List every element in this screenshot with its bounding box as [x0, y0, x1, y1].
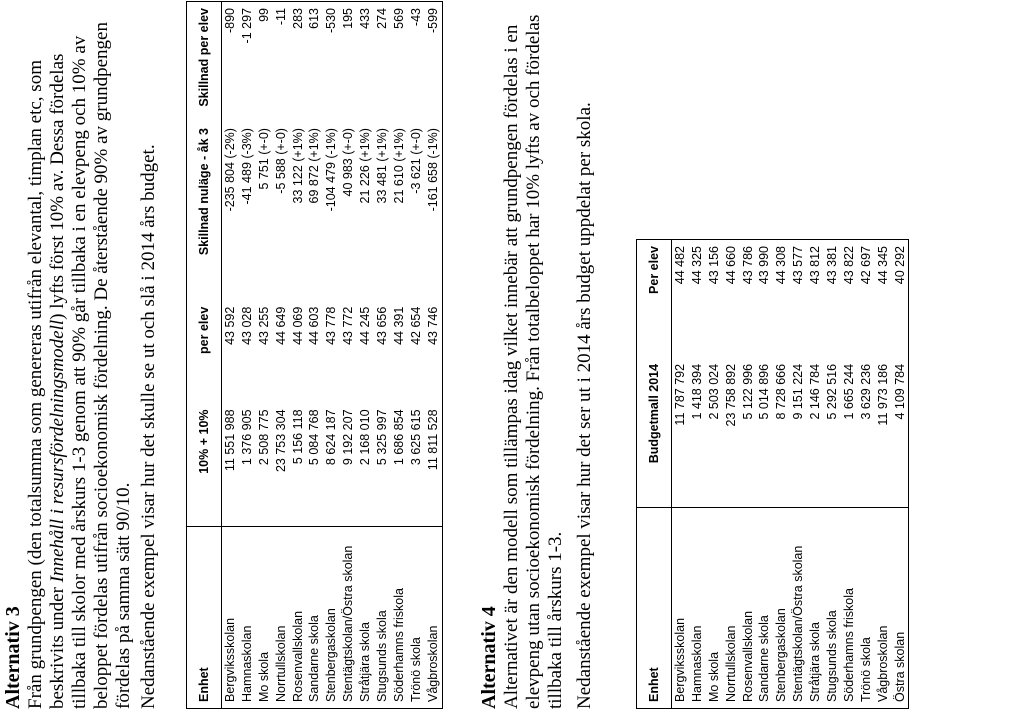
alt3-heading: Alternativ 3 — [2, 606, 24, 709]
table-header-row — [637, 240, 672, 709]
value-cell: 23 753 304 — [273, 403, 290, 526]
table-row — [340, 2, 357, 709]
table-row — [756, 240, 773, 709]
value-cell: 40 983 (+-0) — [341, 128, 356, 197]
value-cell: 5 325 997 — [374, 403, 391, 526]
value-cell: 11 973 186 — [875, 358, 892, 508]
value-cell: 21 226 (+1%) — [358, 128, 373, 204]
value-cell: 43 592 — [222, 306, 237, 345]
value-cell: -11 — [273, 8, 288, 26]
value-cell: 1 686 854 — [391, 403, 408, 526]
table-row — [256, 2, 273, 709]
value-cell: 69 872 (+1%) — [307, 128, 322, 204]
school-name-cell: Hamnaskolan — [239, 625, 254, 702]
value-cell: 2 503 024 — [706, 358, 723, 508]
value-cell: -5 588 (+-0) — [273, 128, 288, 194]
alt3-para-text-a: Från grundpengen (den totalsumma som genereras utifrån elevantal, timplan etc, som beskrivits under — [25, 60, 68, 709]
value-cell: 44 345 — [875, 246, 890, 285]
column-header: Enhet — [187, 526, 222, 708]
value-cell: 5 014 896 — [756, 358, 773, 508]
value-cell: 3 629 236 — [858, 358, 875, 508]
table-row — [892, 240, 909, 709]
value-cell: 44 391 — [391, 306, 406, 345]
alt4-heading: Alternativ 4 — [478, 606, 500, 709]
value-cell: 43 577 — [791, 246, 806, 285]
value-cell: -104 479 (-1%) — [324, 128, 339, 212]
school-name-cell: Rosenvallskolan — [290, 610, 305, 702]
value-cell: 33 481 (+1%) — [374, 128, 389, 204]
school-name-cell: Söderhamns friskola — [391, 588, 406, 702]
school-name-cell: Sandarne skola — [307, 615, 322, 702]
value-cell: 11 551 988 — [222, 403, 239, 526]
table-row — [323, 2, 340, 709]
alt3-paragraph — [25, 0, 135, 709]
value-cell: 433 — [358, 8, 373, 29]
value-cell: 195 — [341, 8, 356, 29]
value-cell: 2 168 010 — [357, 403, 374, 526]
value-cell: 11 787 792 — [672, 358, 689, 508]
alt4-example-text: Nedanstående exempel visar hur det ser ut i 2014 års budget uppdelat per skola. — [574, 102, 595, 709]
school-name-cell: Stugsunds skola — [374, 610, 389, 702]
column-header: 10% + 10% — [187, 403, 222, 526]
school-name-cell: Mo skola — [256, 651, 271, 702]
value-cell: -890 — [222, 8, 237, 34]
table-row — [273, 2, 290, 709]
table-row — [408, 2, 425, 709]
school-name-cell: Östra skolan — [892, 631, 907, 702]
value-cell: 1 665 244 — [841, 358, 858, 508]
value-cell: 43 746 — [425, 306, 440, 345]
table-row — [222, 2, 239, 709]
value-cell: 44 308 — [774, 246, 789, 285]
value-cell: 43 778 — [324, 306, 339, 345]
value-cell: -1 297 — [239, 8, 254, 44]
value-cell: 5 292 516 — [824, 358, 841, 508]
value-cell: 9 151 224 — [790, 358, 807, 508]
value-cell: 43 772 — [341, 306, 356, 345]
value-cell: 42 654 — [408, 306, 423, 345]
value-cell: 43 156 — [706, 246, 721, 285]
school-name-cell: Stentägtskolan/Östra skolan — [791, 545, 806, 702]
value-cell: 44 603 — [307, 306, 322, 345]
table-row — [875, 240, 892, 709]
column-header: Budgetmall 2014 — [637, 358, 672, 508]
value-cell: 5 122 996 — [740, 358, 757, 508]
alt4-paragraph: Alternativet är den modell som tillämpas idag vilket innebär att grundpengen fördelas i en elevpeng utan socioekonomisk fördelning. Från totalbeloppet har 10% lyfts av och fördelas tillbaka till årskurs 1-3. — [501, 14, 566, 709]
table-row — [773, 240, 790, 709]
school-name-cell: Stråtjära skola — [808, 622, 823, 702]
school-name-cell: Vågbroskolan — [875, 625, 890, 702]
value-cell: -530 — [324, 8, 339, 34]
table-row — [290, 2, 307, 709]
table-row — [841, 240, 858, 709]
value-cell: 1 376 905 — [239, 403, 256, 526]
table-row — [357, 2, 374, 709]
value-cell: 44 482 — [672, 246, 687, 285]
table-row — [706, 240, 723, 709]
school-name-cell: Bergviksskolan — [672, 617, 687, 702]
value-cell: 5 084 768 — [306, 403, 323, 526]
value-cell: 42 697 — [858, 246, 873, 285]
value-cell: -599 — [425, 8, 440, 34]
school-name-cell: Sandarne skola — [757, 615, 772, 702]
value-cell: 43 786 — [740, 246, 755, 285]
value-cell: 283 — [290, 8, 305, 29]
value-cell: 9 192 207 — [340, 403, 357, 526]
table-row — [374, 2, 391, 709]
value-cell: 1 418 394 — [689, 358, 706, 508]
value-cell: -235 804 (-2%) — [222, 128, 237, 212]
value-cell: 44 325 — [689, 246, 704, 285]
value-cell: 43 990 — [757, 246, 772, 285]
value-cell: 3 625 615 — [408, 403, 425, 526]
column-header: Enhet — [637, 508, 672, 709]
alt3-example-text: Nedanstående exempel visar hur det skulle se ut och slå i 2014 års budget. — [138, 144, 159, 709]
table-row — [689, 240, 706, 709]
value-cell: 43 028 — [239, 306, 254, 345]
school-name-cell: Mo skola — [706, 651, 721, 702]
value-cell: 5 156 118 — [290, 403, 307, 526]
column-header: Skillnad per elev — [187, 2, 222, 123]
column-header: Skillnad nuläge - åk 3 — [187, 122, 222, 301]
table-row — [425, 2, 442, 709]
table-row — [391, 2, 408, 709]
value-cell: 99 — [256, 8, 271, 22]
value-cell: 43 255 — [256, 306, 271, 345]
value-cell: 44 069 — [290, 306, 305, 345]
school-name-cell: Norrtullskolan — [723, 625, 738, 702]
value-cell: 44 245 — [358, 306, 373, 345]
value-cell: 44 660 — [723, 246, 738, 285]
value-cell: 569 — [391, 8, 406, 29]
table-row — [858, 240, 875, 709]
value-cell: 43 822 — [841, 246, 856, 285]
alt3-budget-table — [186, 1, 443, 709]
school-name-cell: Stugsunds skola — [824, 610, 839, 702]
value-cell: 8 728 666 — [773, 358, 790, 508]
value-cell: 8 624 187 — [323, 403, 340, 526]
table-header-row — [187, 2, 222, 709]
school-name-cell: Stenbergaskolan — [774, 608, 789, 702]
value-cell: -3 621 (+-0) — [408, 128, 423, 194]
value-cell: 613 — [307, 8, 322, 29]
school-name-cell: Trönö skola — [408, 637, 423, 702]
alt4-budget-table — [636, 239, 909, 709]
table-row — [807, 240, 824, 709]
value-cell: 40 292 — [892, 246, 907, 285]
value-cell: -161 658 (-1%) — [425, 128, 440, 212]
value-cell: 274 — [374, 8, 389, 29]
table-row — [790, 240, 807, 709]
alt3-para-italic: Innehåll i resursfördelningsmodell — [47, 319, 68, 583]
column-header: per elev — [187, 301, 222, 404]
school-name-cell: Stentägtskolan/Östra skolan — [341, 545, 356, 702]
school-name-cell: Bergviksskolan — [222, 617, 237, 702]
value-cell: 2 146 784 — [807, 358, 824, 508]
school-name-cell: Stenbergaskolan — [324, 608, 339, 702]
value-cell: -43 — [408, 8, 423, 27]
table-row — [824, 240, 841, 709]
value-cell: 5 751 (+-0) — [256, 128, 271, 190]
value-cell: 21 610 (+1%) — [391, 128, 406, 204]
column-header: Per elev — [637, 240, 672, 358]
value-cell: 4 109 784 — [892, 358, 909, 508]
table-row — [306, 2, 323, 709]
table-row — [723, 240, 740, 709]
value-cell: 33 122 (+1%) — [290, 128, 305, 204]
value-cell: 43 656 — [374, 306, 389, 345]
value-cell: 2 508 775 — [256, 403, 273, 526]
table-row — [239, 2, 256, 709]
school-name-cell: Vågbroskolan — [425, 625, 440, 702]
table-row — [672, 240, 689, 709]
school-name-cell: Söderhamns friskola — [841, 588, 856, 702]
value-cell: 23 758 892 — [723, 358, 740, 508]
value-cell: 43 812 — [808, 246, 823, 285]
school-name-cell: Norrtullskolan — [273, 625, 288, 702]
school-name-cell: Rosenvallskolan — [740, 610, 755, 702]
value-cell: 43 381 — [824, 246, 839, 285]
value-cell: 11 811 528 — [425, 403, 442, 526]
school-name-cell: Trönö skola — [858, 637, 873, 702]
alt3-para-text-b: ) lyfts först 10% av. Dessa fördelas tillbaka till skolor med årskurs 1-3 genom att 90% går tillbaka i en elevpeng och 10% av beloppet fördelas utifrån socioekonomisk fördelning. De återstående 90% av grundpengen fördelas på samma sätt 90/10. — [47, 22, 134, 709]
value-cell: 44 649 — [273, 306, 288, 345]
school-name-cell: Stråtjära skola — [358, 622, 373, 702]
table-row — [740, 240, 757, 709]
value-cell: -41 489 (-3%) — [239, 128, 254, 205]
school-name-cell: Hamnaskolan — [689, 625, 704, 702]
